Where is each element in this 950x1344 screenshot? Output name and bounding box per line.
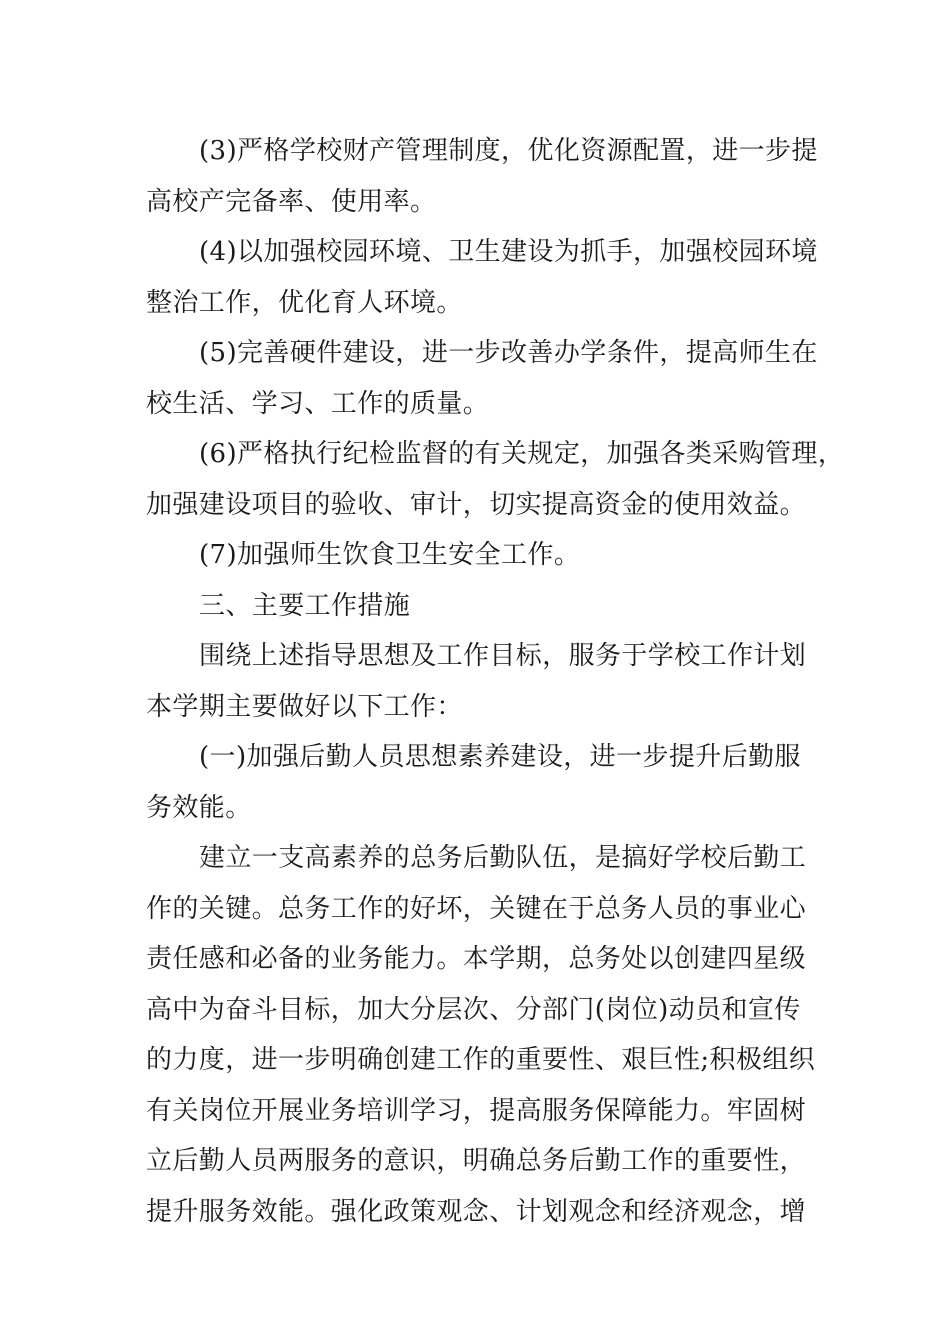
text-line: 提升服务效能。强化政策观念、计划观念和经济观念，增 — [146, 1196, 807, 1227]
subsection-heading: (一)加强后勤人员思想素养建设，进一步提升后勤服 — [199, 742, 801, 772]
document-body — [146, 126, 845, 1237]
subsection-heading-continuation: 务效能。 — [146, 792, 252, 823]
text-line: 的力度，进一步明确创建工作的重要性、艰巨性;积极组织 — [146, 1045, 816, 1075]
text-line: 加强建设项目的验收、审计，切实提高资金的使用效益。 — [146, 489, 807, 520]
section-heading: 三、主要工作措施 — [199, 590, 411, 621]
text-line: 高中为奋斗目标，加大分层次、分部门(岗位)动员和宣传 — [146, 994, 801, 1025]
text-line: (6)严格执行纪检监督的有关规定，加强各类采购管理， — [199, 439, 845, 469]
text-line: 高校产完备率、使用率。 — [146, 186, 437, 217]
text-line: 整治工作，优化育人环境。 — [146, 287, 463, 318]
text-line: (7)加强师生饮食卫生安全工作。 — [199, 540, 581, 570]
text-line: 校生活、学习、工作的质量。 — [146, 388, 490, 419]
text-line: (4)以加强校园环境、卫生建设为抓手，加强校园环境 — [199, 237, 818, 267]
text-line: 立后勤人员两服务的意识，明确总务后勤工作的重要性， — [146, 1146, 807, 1176]
text-line: 作的关键。总务工作的好坏，关键在于总务人员的事业心 — [146, 893, 807, 924]
text-line: 责任感和必备的业务能力。本学期，总务处以创建四星级 — [146, 944, 807, 974]
text-line: (5)完善硬件建设，进一步改善办学条件，提高师生在 — [199, 338, 818, 368]
text-line: 围绕上述指导思想及工作目标，服务于学校工作计划 — [199, 641, 807, 671]
text-line: 建立一支高素养的总务后勤队伍，是搞好学校后勤工 — [199, 843, 807, 873]
text-line: (3)严格学校财产管理制度，优化资源配置，进一步提 — [199, 136, 818, 166]
text-line: 有关岗位开展业务培训学习，提高服务保障能力。牢固树 — [146, 1095, 807, 1126]
text-line: 本学期主要做好以下工作： — [146, 691, 463, 722]
